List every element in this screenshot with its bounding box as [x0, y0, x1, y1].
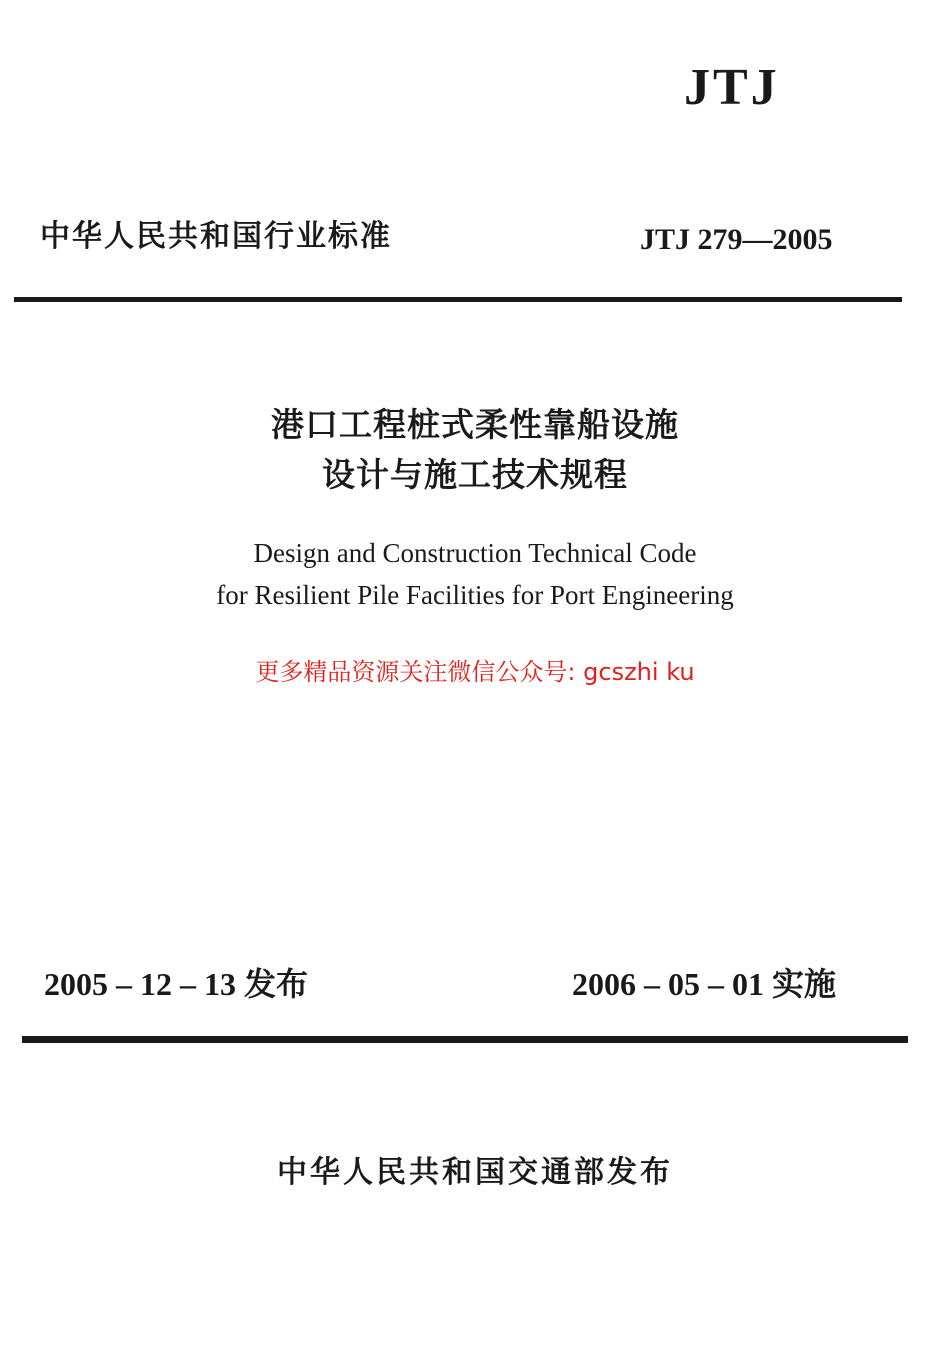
title-en-line-2: for Resilient Pile Facilities for Port Engineering — [216, 580, 734, 610]
top-divider — [14, 297, 902, 302]
publisher: 中华人民共和国交通部发布 — [277, 1155, 673, 1190]
standard-type: 中华人民共和国行业标准 — [40, 219, 392, 254]
bottom-divider — [22, 1036, 908, 1043]
jtj-logo: JTJ — [684, 59, 780, 116]
title-en-line-1: Design and Construction Technical Code — [253, 538, 697, 568]
standard-number: JTJ 279—2005 — [640, 223, 833, 256]
promo-text: 更多精品资源关注微信公众号: gcszhi ku — [255, 658, 695, 686]
implementation-date: 2006 – 05 – 01 实施 — [572, 966, 837, 1002]
title-zh-line-2: 设计与施工技术规程 — [322, 455, 628, 494]
issue-date: 2005 – 12 – 13 发布 — [44, 966, 309, 1002]
title-zh-line-1: 港口工程桩式柔性靠船设施 — [271, 405, 679, 444]
